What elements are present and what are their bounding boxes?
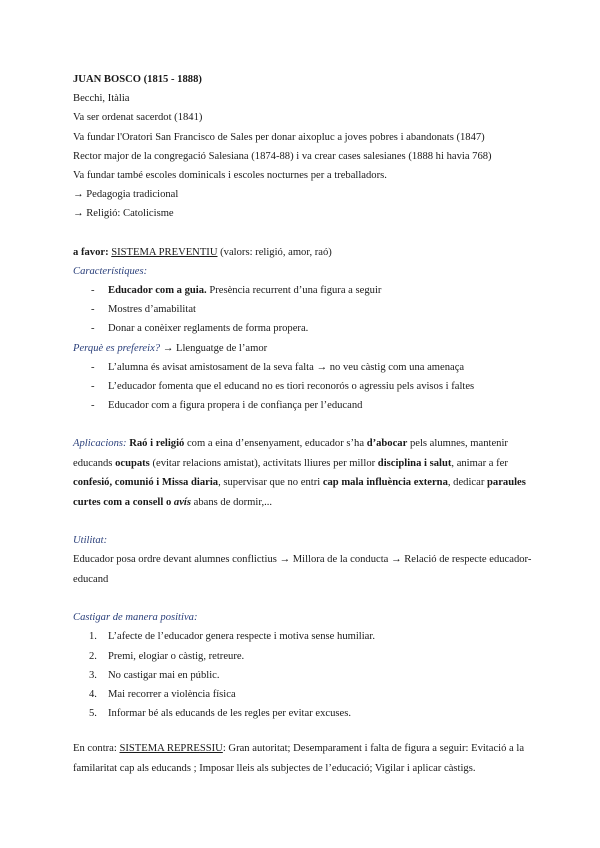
arrow-line: → Pedagogia tradicional	[73, 189, 179, 201]
list-item: - Educador com a figura propera i de confiança per l’educand	[91, 400, 363, 412]
list-item: - Donar a conèixer reglaments de forma propera.	[91, 323, 309, 335]
bio-line: Va fundar també escoles dominicals i escoles nocturnes per a treballadors.	[73, 170, 387, 182]
utility-label: Utilitat:	[73, 535, 108, 547]
bio-line: Becchi, Itàlia	[73, 93, 130, 105]
applications-label: Aplicacions:	[73, 438, 127, 450]
spacer	[73, 224, 533, 243]
why-rest: → Llenguatge de l’amor	[160, 342, 268, 354]
bio-line: Rector major de la congregació Salesiana (1874-88) i va crear cases salesianes (1888 hi havia 768)	[73, 150, 492, 162]
list-item: 5. Informar bé als educands de les regles per evitar excuses.	[89, 708, 351, 720]
spacer	[73, 589, 533, 608]
list-item: - Educador com a guia. Presència recurrent d’una figura a seguir	[91, 285, 382, 297]
why-list	[73, 358, 533, 416]
favor-values: (valors: religió, amor, raó)	[220, 246, 332, 258]
punish-label: Castigar de manera positiva:	[73, 612, 198, 624]
utility-text: Educador posa ordre devant alumnes conflictius → Millora de la conducta → Relació de respecte educador-educand	[73, 554, 532, 585]
arrow-line: → Religió: Catolicisme	[73, 208, 174, 220]
spacer	[73, 723, 533, 739]
against-paragraph: En contra: SISTEMA REPRESSIU: Gran autoritat; Desemparament i falta de figura a seguir: Evitació a la familaritat cap als educands ; Imposar lleis als subjectes de l’educació; Vigilar i aplicar càstigs.	[73, 743, 525, 774]
punish-list	[73, 627, 533, 723]
list-item: 1. L’afecte de l’educador genera respecte i motiva sense humiliar.	[89, 631, 375, 643]
why-label: Perquè es prefereix?	[73, 342, 161, 354]
favor-system: SISTEMA PREVENTIU	[111, 246, 218, 258]
list-item: - L’alumna és avisat amistosament de la seva falta → no veu càstig com una amenaça	[91, 361, 465, 373]
against-system: SISTEMA REPRESSIU	[119, 743, 223, 755]
list-item: - L’educador fomenta que el educand no es tiori reconorós o agressiu pels avisos i faltes	[91, 381, 475, 393]
bio-line: Va ser ordenat sacerdot (1841)	[73, 112, 203, 124]
against-lead: En contra:	[73, 743, 117, 755]
spacer	[73, 415, 533, 434]
list-item: 2. Premi, elogiar o càstig, retreure.	[89, 650, 245, 662]
list-item: 4. Mai recorrer a violència física	[89, 688, 236, 700]
spacer	[73, 512, 533, 531]
characteristics-label: Característiques:	[73, 265, 148, 277]
applications-paragraph: Aplicacions: Raó i religió com a eina d’ensenyament, educador s’ha d’abocar pels alumnes, mantenir educands ocupats (evitar relacions amistat), activitats lliures per millor disciplina i salut, animar a fer confesió, comunió i Missa diaria, supervisar que no entri cap mala influència externa, dedicar paraules curtes com a consell o avís abans de dormir,...	[73, 438, 526, 508]
why-heading	[73, 339, 533, 358]
characteristics-list	[73, 281, 533, 339]
list-item: - Mostres d’amabilitat	[91, 304, 196, 316]
document-content	[73, 70, 533, 778]
favor-heading	[73, 243, 533, 262]
bio-line: Va fundar l'Oratori San Francisco de Sales per donar aixopluc a joves pobres i abandonats (1847)	[73, 131, 485, 143]
list-item: 3. No castigar mai en públic.	[89, 669, 220, 681]
page-title: JUAN BOSCO (1815 - 1888)	[73, 74, 202, 85]
favor-lead: a favor:	[73, 246, 109, 258]
